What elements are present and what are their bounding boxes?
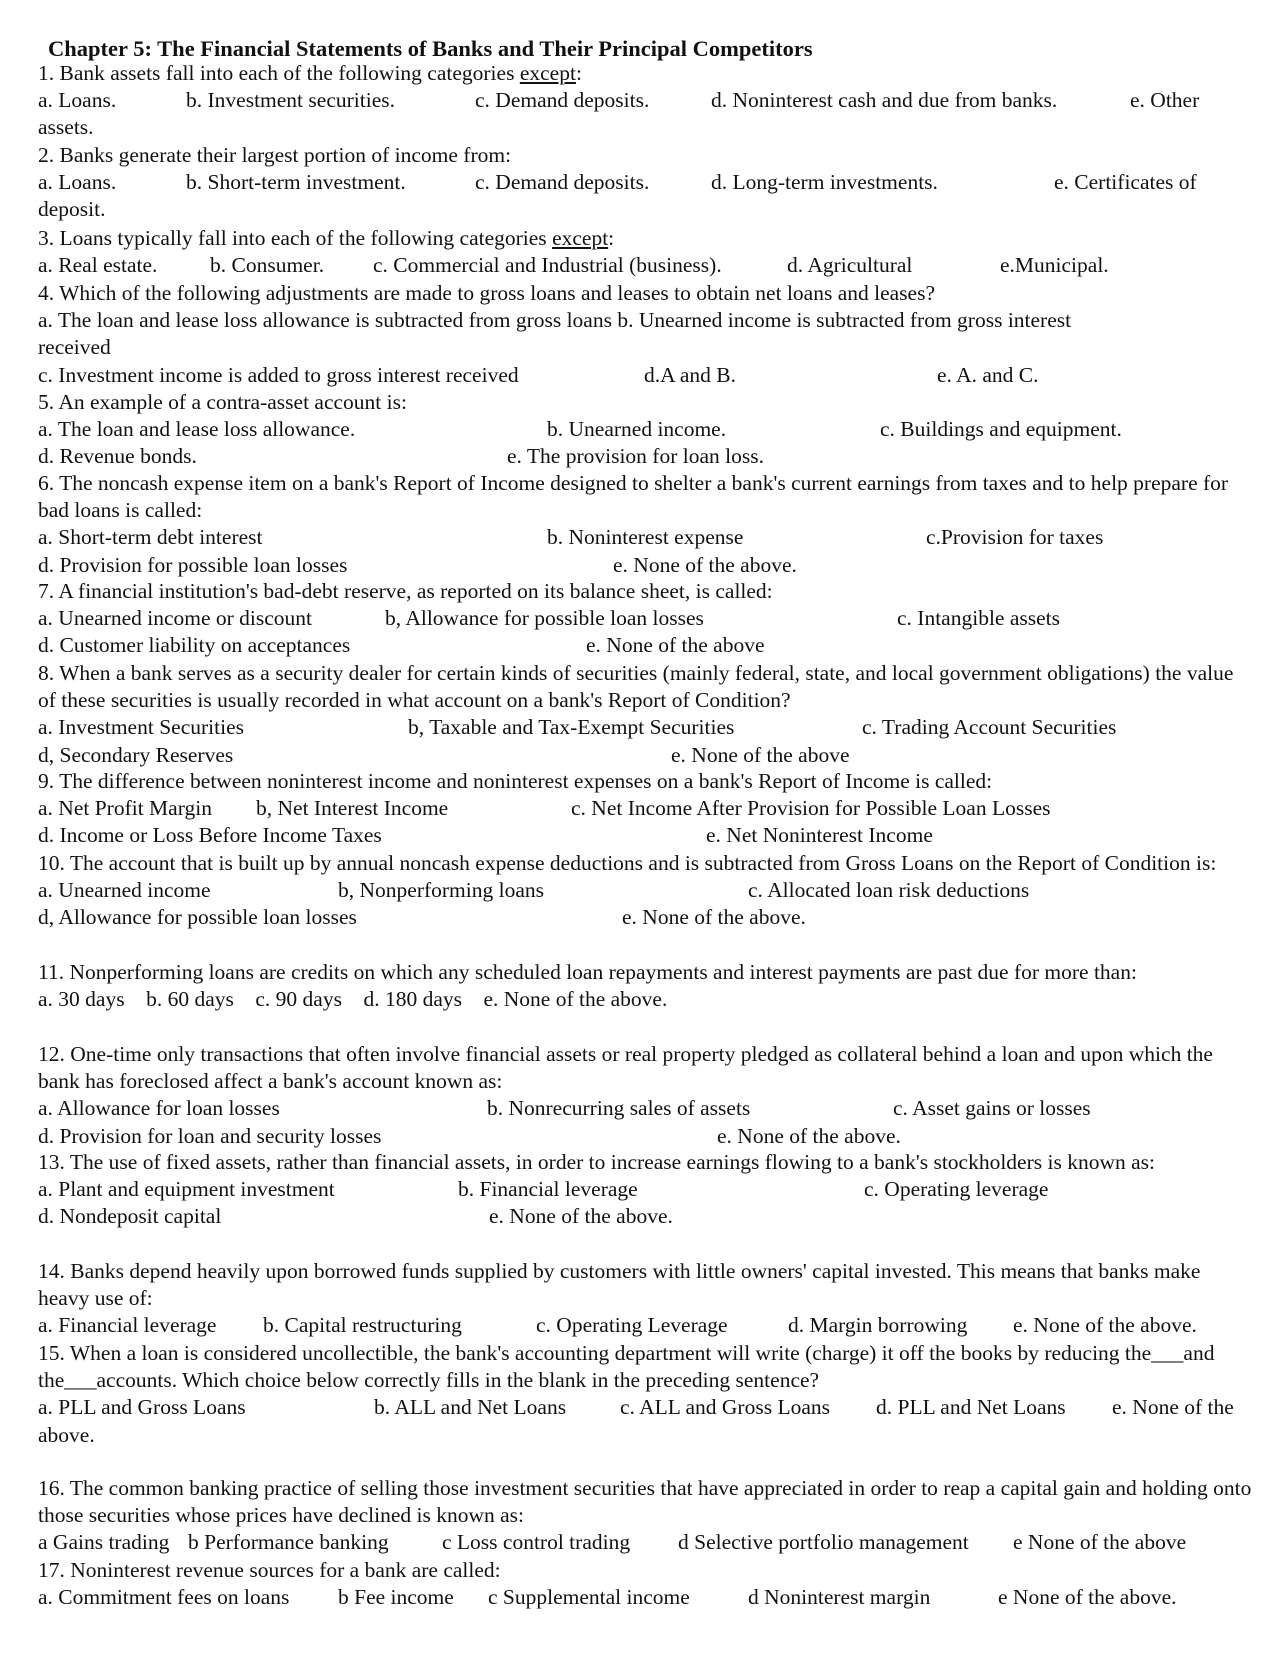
answer-option: d. PLL and Net Loans bbox=[876, 1395, 1066, 1420]
answer-option: c. Demand deposits. bbox=[475, 88, 650, 113]
answer-option: a. Loans. bbox=[38, 170, 117, 195]
question-2-continuation: deposit. bbox=[38, 197, 106, 222]
answer-option: d. Margin borrowing bbox=[788, 1313, 968, 1338]
answer-option: c. Investment income is added to gross interest received bbox=[38, 362, 519, 387]
question-11-options bbox=[38, 986, 1253, 1013]
question-7-options-row-1 bbox=[38, 605, 1253, 632]
answer-option: d. Income or Loss Before Income Taxes bbox=[38, 823, 382, 848]
question-4-options bbox=[38, 362, 1253, 389]
question-8-stem: 8. When a bank serves as a security dealer for certain kinds of securities (mainly federal, state, and local government obligations) the value of these securities is usually recorded in what account on a bank's Report of Condition? bbox=[38, 661, 1234, 713]
question-13 bbox=[38, 1149, 1253, 1231]
question-13-options-row-2 bbox=[38, 1203, 1253, 1230]
answer-option: e. Certificates of bbox=[1054, 170, 1197, 195]
question-12-options-row-2 bbox=[38, 1123, 1253, 1150]
answer-option: d. Provision for possible loan losses bbox=[38, 552, 348, 577]
question-6-options-row-1 bbox=[38, 524, 1253, 551]
question-1 bbox=[38, 60, 1253, 142]
question-5-options-row-1 bbox=[38, 416, 1253, 443]
answer-option: a. Allowance for loan losses bbox=[38, 1096, 280, 1121]
answer-option: a. The loan and lease loss allowance. bbox=[38, 417, 356, 442]
answer-option: e. Other bbox=[1130, 88, 1200, 113]
question-6-stem: 6. The noncash expense item on a bank's Report of Income designed to shelter a bank's current earnings from taxes and to help prepare for bad loans is called: bbox=[38, 471, 1229, 523]
answer-option: b. Capital restructuring bbox=[263, 1313, 462, 1338]
answer-option: a. Unearned income or discount bbox=[38, 606, 313, 631]
answer-option: e. None of the above. bbox=[622, 905, 806, 930]
answer-option: d. Agricultural bbox=[787, 253, 913, 278]
answer-option: d. Nondeposit capital bbox=[38, 1204, 222, 1229]
question-14-stem: 14. Banks depend heavily upon borrowed funds supplied by customers with little owners' capital invested. This means that banks make heavy use of: bbox=[38, 1259, 1201, 1311]
answer-option: a. Commitment fees on loans bbox=[38, 1585, 290, 1610]
question-7 bbox=[38, 578, 1253, 660]
question-1-options bbox=[38, 87, 1253, 114]
answer-option: b. Investment securities. bbox=[186, 88, 395, 113]
question-16-options bbox=[38, 1529, 1253, 1556]
answer-option: a. Unearned income bbox=[38, 878, 211, 903]
answer-option: b, Nonperforming loans bbox=[338, 878, 545, 903]
answer-option: b. Unearned income. bbox=[547, 417, 727, 442]
question-4-stem: 4. Which of the following adjustments are made to gross loans and leases to obtain net loans and leases? bbox=[38, 281, 936, 305]
question-11 bbox=[38, 959, 1253, 1013]
answer-option: c. Operating leverage bbox=[864, 1177, 1049, 1202]
question-2-stem: 2. Banks generate their largest portion of income from: bbox=[38, 143, 512, 167]
answer-option: b, Allowance for possible loan losses bbox=[385, 606, 704, 631]
question-2 bbox=[38, 142, 1253, 224]
answer-option: b. Noninterest expense bbox=[547, 525, 744, 550]
answer-option: e. Net Noninterest Income bbox=[706, 823, 933, 848]
question-10-options-row-2 bbox=[38, 904, 1253, 931]
answer-option: d Noninterest margin bbox=[748, 1585, 931, 1610]
question-2-options bbox=[38, 169, 1253, 196]
answer-option: d. Provision for loan and security losses bbox=[38, 1123, 382, 1148]
answer-option: c. ALL and Gross Loans bbox=[620, 1395, 830, 1420]
answer-option: a. Short-term debt interest bbox=[38, 525, 263, 550]
answer-option: b. Financial leverage bbox=[458, 1177, 638, 1202]
answer-option: e. The provision for loan loss. bbox=[507, 444, 764, 469]
answer-option: c. Commercial and Industrial (business). bbox=[373, 253, 722, 278]
question-8 bbox=[38, 660, 1253, 769]
answer-option: a. Real estate. bbox=[38, 253, 158, 278]
answer-option: e. None of the above bbox=[671, 742, 850, 767]
question-13-options-row-1 bbox=[38, 1176, 1253, 1203]
answer-option: c Loss control trading bbox=[442, 1530, 631, 1555]
question-10-stem: 10. The account that is built up by annual noncash expense deductions and is subtracted from Gross Loans on the Report of Condition is: bbox=[38, 851, 1217, 875]
question-10 bbox=[38, 850, 1253, 932]
answer-option: a. The loan and lease loss allowance is subtracted from gross loans b. Unearned income is subtracted from gross interest bbox=[38, 308, 1072, 333]
question-6 bbox=[38, 470, 1253, 579]
question-4 bbox=[38, 280, 1253, 389]
question-16-stem: 16. The common banking practice of selling those investment securities that have appreciated in order to reap a capital gain and holding onto those securities whose prices have declined is known as: bbox=[38, 1476, 1252, 1528]
question-12-options-row-1 bbox=[38, 1095, 1253, 1122]
answer-option: c. Intangible assets bbox=[897, 606, 1060, 631]
question-10-options-row-1 bbox=[38, 877, 1253, 904]
question-5 bbox=[38, 389, 1253, 471]
answer-option: d, Secondary Reserves bbox=[38, 742, 234, 767]
question-4-options-line bbox=[38, 307, 1253, 334]
question-5-stem: 5. An example of a contra-asset account is: bbox=[38, 390, 407, 414]
question-5-options-row-2 bbox=[38, 443, 1253, 470]
answer-option: e. None of the above. bbox=[1013, 1313, 1197, 1338]
question-7-options-row-2 bbox=[38, 632, 1253, 659]
answer-option: b. Nonrecurring sales of assets bbox=[487, 1096, 751, 1121]
question-9-stem: 9. The difference between noninterest income and noninterest expenses on a bank's Report of Income is called: bbox=[38, 769, 993, 793]
answer-option: e. A. and C. bbox=[937, 362, 1039, 387]
answer-option: b. ALL and Net Loans bbox=[374, 1395, 567, 1420]
answer-option: c. Demand deposits. bbox=[475, 170, 650, 195]
answer-option: b. Short-term investment. bbox=[186, 170, 406, 195]
answer-option: e. None of the above. bbox=[613, 552, 797, 577]
question-11-stem: 11. Nonperforming loans are credits on which any scheduled loan repayments and interest payments are past due for more than: bbox=[38, 960, 1137, 984]
question-12 bbox=[38, 1041, 1253, 1150]
question-15-options bbox=[38, 1394, 1253, 1421]
question-8-options-row-2 bbox=[38, 742, 1253, 769]
answer-option: a. Net Profit Margin bbox=[38, 796, 212, 821]
chapter-title: Chapter 5: The Financial Statements of Banks and Their Principal Competitors bbox=[48, 36, 813, 61]
question-14-options bbox=[38, 1312, 1253, 1339]
question-6-options-row-2 bbox=[38, 552, 1253, 579]
answer-option: c. Buildings and equipment. bbox=[880, 417, 1122, 442]
answer-option: b Performance banking bbox=[188, 1530, 389, 1555]
answer-option: e. None of the bbox=[1112, 1395, 1234, 1420]
question-17-stem: 17. Noninterest revenue sources for a bank are called: bbox=[38, 1558, 501, 1582]
answer-option: a. Plant and equipment investment bbox=[38, 1177, 335, 1202]
answer-option: b. Consumer. bbox=[210, 253, 325, 278]
answer-option: a. Investment Securities bbox=[38, 715, 244, 740]
question-13-stem: 13. The use of fixed assets, rather than financial assets, in order to increase earnings flowing to a bank's stockholders is known as: bbox=[38, 1150, 1156, 1174]
question-4-continuation: received bbox=[38, 335, 111, 360]
answer-option: a. Loans. bbox=[38, 88, 117, 113]
question-17 bbox=[38, 1557, 1253, 1611]
answer-option: b, Net Interest Income bbox=[256, 796, 449, 821]
question-9-options-row-1 bbox=[38, 795, 1253, 822]
question-15 bbox=[38, 1340, 1253, 1449]
answer-option: d.A and B. bbox=[644, 362, 736, 387]
answer-option: d. Revenue bonds. bbox=[38, 444, 197, 469]
answer-option: d. Long-term investments. bbox=[711, 170, 938, 195]
answer-option: c. Operating Leverage bbox=[536, 1313, 728, 1338]
answer-option: d. Noninterest cash and due from banks. bbox=[711, 88, 1058, 113]
answer-option: c. Asset gains or losses bbox=[893, 1096, 1091, 1121]
answer-option: c. Trading Account Securities bbox=[862, 715, 1117, 740]
question-9 bbox=[38, 768, 1253, 850]
question-1-stem: 1. Bank assets fall into each of the following categories except: bbox=[38, 61, 582, 85]
question-15-stem: 15. When a loan is considered uncollectible, the bank's accounting department will write (charge) it off the books by reducing the___and the___accounts. Which choice below correctly fills in the blank in the preceding sentence? bbox=[38, 1341, 1215, 1393]
answer-option: e. None of the above bbox=[586, 633, 765, 658]
answer-option: c.Provision for taxes bbox=[926, 525, 1104, 550]
answer-option: e None of the above. bbox=[998, 1585, 1177, 1610]
question-3-stem: 3. Loans typically fall into each of the following categories except: bbox=[38, 226, 615, 250]
question-17-options bbox=[38, 1584, 1253, 1611]
answer-options-line: a. 30 days b. 60 days c. 90 days d. 180 days e. None of the above. bbox=[38, 987, 668, 1012]
answer-option: e. None of the above. bbox=[717, 1123, 901, 1148]
question-3 bbox=[38, 225, 1253, 279]
answer-option: a Gains trading bbox=[38, 1530, 170, 1555]
question-12-stem: 12. One-time only transactions that often involve financial assets or real property pledged as collateral behind a loan and upon which the bank has foreclosed affect a bank's account known as: bbox=[38, 1042, 1213, 1094]
answer-option: e.Municipal. bbox=[1000, 253, 1109, 278]
question-16 bbox=[38, 1475, 1253, 1557]
answer-option: c. Allocated loan risk deductions bbox=[748, 878, 1030, 903]
question-1-continuation: assets. bbox=[38, 115, 94, 140]
answer-option: e. None of the above. bbox=[489, 1204, 673, 1229]
answer-option: b, Taxable and Tax-Exempt Securities bbox=[408, 715, 735, 740]
answer-option: c Supplemental income bbox=[488, 1585, 690, 1610]
question-9-options-row-2 bbox=[38, 822, 1253, 849]
question-7-stem: 7. A financial institution's bad-debt reserve, as reported on its balance sheet, is called: bbox=[38, 579, 773, 603]
answer-option: b Fee income bbox=[338, 1585, 454, 1610]
question-14 bbox=[38, 1258, 1253, 1340]
answer-option: c. Net Income After Provision for Possible Loan Losses bbox=[571, 796, 1051, 821]
question-3-options bbox=[38, 252, 1253, 279]
answer-option: a. Financial leverage bbox=[38, 1313, 217, 1338]
answer-option: d Selective portfolio management bbox=[678, 1530, 969, 1555]
question-15-continuation: above. bbox=[38, 1422, 95, 1447]
answer-option: e None of the above bbox=[1013, 1530, 1187, 1555]
question-8-options-row-1 bbox=[38, 714, 1253, 741]
answer-option: d, Allowance for possible loan losses bbox=[38, 905, 357, 930]
answer-option: a. PLL and Gross Loans bbox=[38, 1395, 246, 1420]
answer-option: d. Customer liability on acceptances bbox=[38, 633, 351, 658]
